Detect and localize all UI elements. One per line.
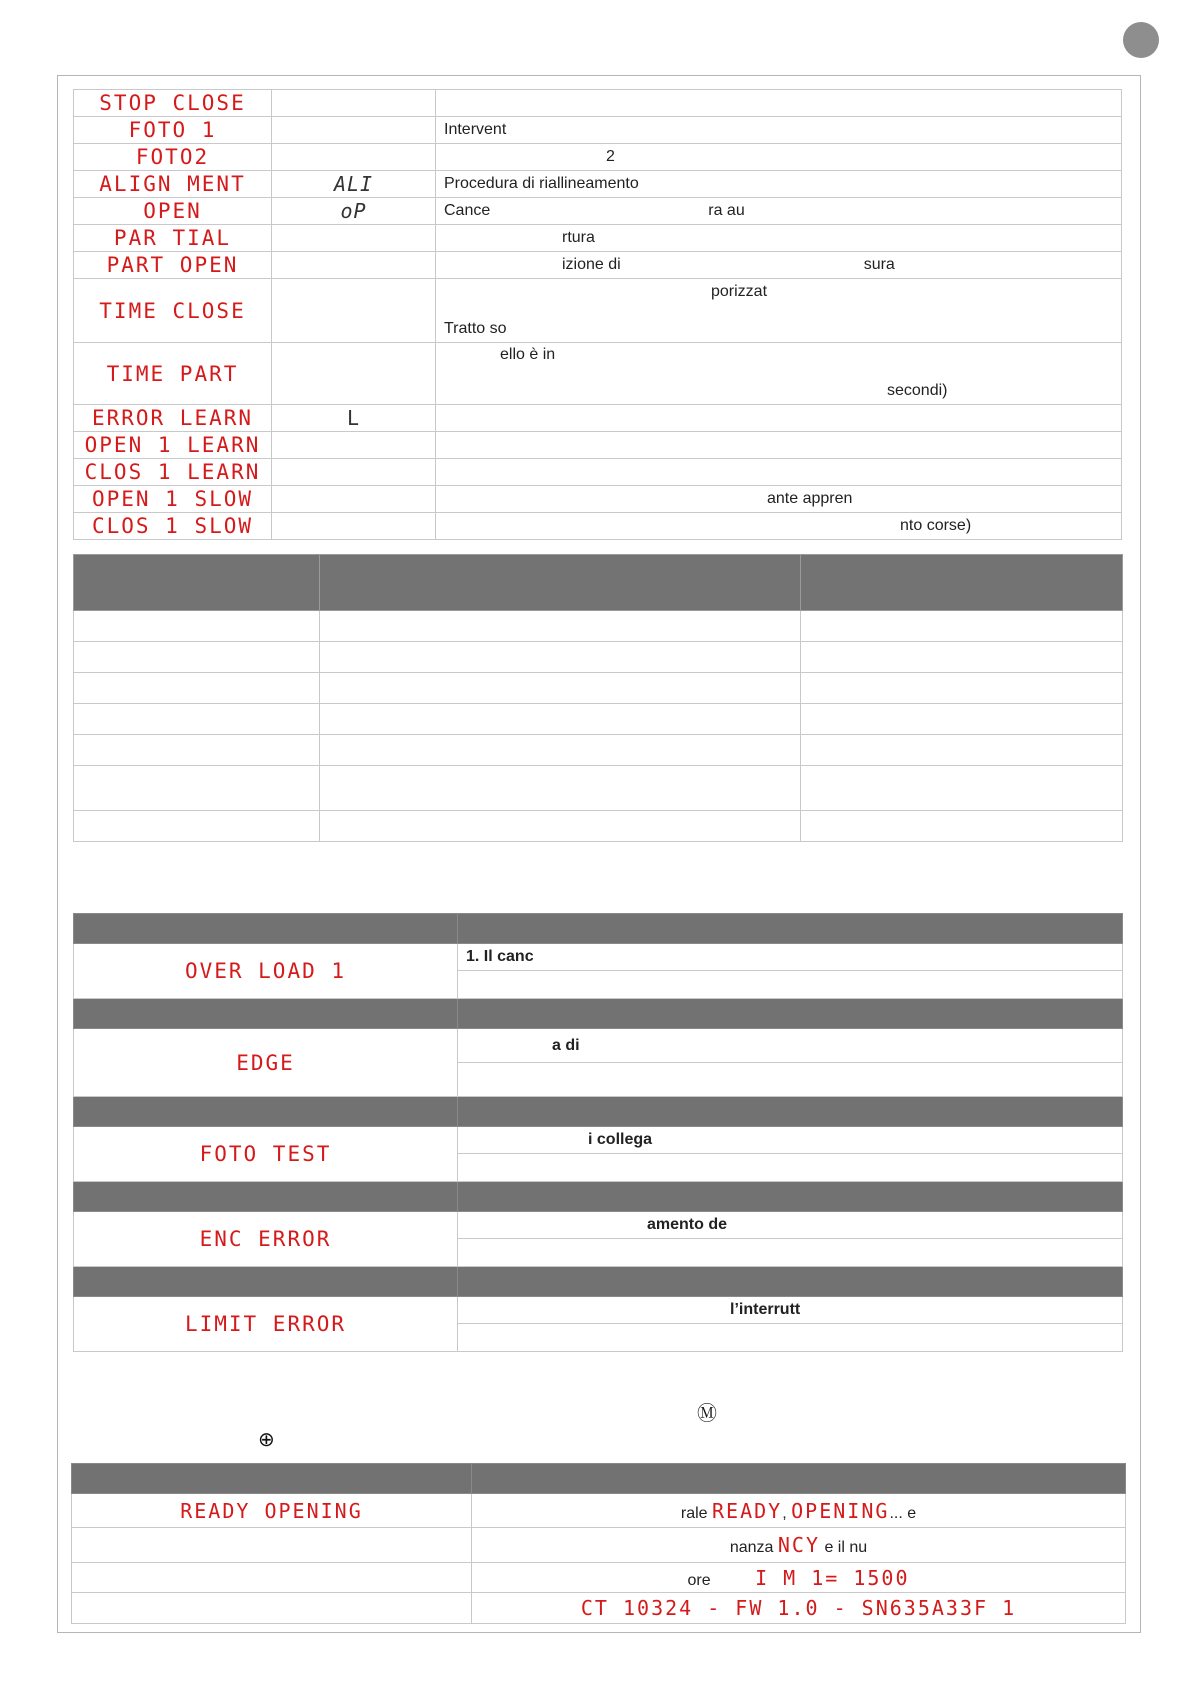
table-row	[74, 1212, 1123, 1239]
table-row	[72, 1593, 1126, 1624]
table-row	[74, 735, 1123, 766]
table-row	[74, 766, 1123, 811]
description-continued: sura	[863, 256, 895, 273]
table-row	[74, 811, 1123, 842]
lcd-message: FOTO 1	[128, 118, 217, 142]
table-row	[74, 279, 1122, 343]
table-row	[74, 225, 1122, 252]
table-row	[74, 673, 1123, 704]
lcd-message: ALIGN MENT	[99, 172, 246, 196]
lcd-error: FOTO TEST	[199, 1142, 332, 1166]
lcd-message: READY OPENING	[180, 1498, 363, 1523]
lcd-message: TIME PART	[106, 361, 239, 386]
error-description: amento de	[647, 1216, 728, 1233]
description: porizzat	[711, 283, 768, 300]
error-description: 1. Il canc	[458, 944, 1123, 971]
table-header-row	[72, 1464, 1126, 1494]
info-text: rale	[680, 1504, 708, 1522]
table-row	[74, 611, 1123, 642]
table-row	[74, 343, 1122, 405]
table-row	[74, 252, 1122, 279]
table-row	[74, 117, 1122, 144]
lcd-error: EDGE	[236, 1050, 295, 1075]
plus-button-icon: ⊕	[258, 1429, 275, 1451]
lcd-message: OPEN 1 SLOW	[91, 487, 254, 511]
error-description: l’interrutt	[730, 1301, 801, 1318]
table-row	[74, 513, 1122, 540]
description: ante appren	[767, 490, 853, 507]
description: izione di	[562, 256, 621, 273]
table-row	[74, 459, 1122, 486]
description	[436, 90, 1122, 117]
table-row	[74, 1127, 1123, 1154]
lcd-message: CLOS 1 LEARN	[84, 460, 261, 484]
table-header-row	[74, 999, 1123, 1029]
lcd-message: OPEN 1 LEARN	[84, 433, 261, 457]
table-row	[74, 90, 1122, 117]
info-text: ... e	[889, 1504, 917, 1522]
table-header-row	[74, 555, 1123, 611]
description	[436, 405, 1122, 432]
info-text: ore	[687, 1571, 711, 1589]
table-header-row	[74, 914, 1123, 944]
lcd-message: READY	[712, 1498, 783, 1523]
description-continued: ra au	[708, 202, 745, 219]
display-code: oP	[340, 199, 367, 223]
display-code: ALI	[333, 172, 374, 196]
lcd-message: OPEN	[143, 199, 202, 223]
table-row	[72, 1494, 1126, 1528]
separator-text: ,	[782, 1504, 787, 1522]
lcd-message: CLOS 1 SLOW	[91, 514, 254, 538]
errors-table	[73, 913, 1123, 1352]
display-code: L	[346, 406, 361, 430]
empty-grid-table	[73, 554, 1123, 842]
table-row	[74, 1297, 1123, 1324]
description-continued: secondi)	[887, 382, 948, 399]
lcd-message: FOTO2	[135, 145, 210, 169]
page-number-badge	[1123, 22, 1159, 58]
description: Intervent	[436, 117, 1122, 144]
lcd-message: CT 10324 - FW 1.0 - SN635A33F 1	[580, 1596, 1017, 1620]
lcd-message: PART OPEN	[106, 253, 239, 277]
display-messages-table	[73, 89, 1122, 540]
lcd-message: ERROR LEARN	[91, 406, 254, 430]
description: 2	[606, 148, 615, 165]
table-row	[72, 1528, 1126, 1563]
description-continued: Tratto so	[444, 320, 507, 337]
table-row	[74, 1029, 1123, 1063]
lcd-message: NCY	[777, 1533, 820, 1557]
info-text: e il nu	[824, 1539, 868, 1556]
table-row	[72, 1563, 1126, 1593]
display-info-table	[71, 1463, 1126, 1624]
description: Cance	[444, 202, 491, 219]
table-header-row	[74, 1182, 1123, 1212]
error-description: a di	[552, 1036, 580, 1054]
description: Procedura di riallineamento	[436, 171, 1122, 198]
lcd-error: ENC ERROR	[199, 1227, 332, 1251]
lcd-message: TIME CLOSE	[99, 298, 246, 323]
description: nto corse)	[900, 517, 972, 534]
lcd-message: STOP CLOSE	[99, 91, 246, 115]
table-row	[74, 944, 1123, 971]
table-row	[74, 405, 1122, 432]
description	[436, 459, 1122, 486]
info-text: nanza	[729, 1539, 774, 1556]
lcd-error: LIMIT ERROR	[184, 1312, 347, 1336]
table-row	[74, 198, 1122, 225]
table-row	[74, 642, 1123, 673]
table-row	[74, 704, 1123, 735]
table-row	[74, 432, 1122, 459]
table-row	[74, 144, 1122, 171]
table-row	[74, 171, 1122, 198]
error-description: i collega	[588, 1131, 653, 1148]
lcd-error: OVER LOAD 1	[184, 959, 347, 983]
description: rtura	[562, 229, 595, 246]
m-button-icon: Ⓜ	[697, 1403, 717, 1425]
lcd-message: I M 1= 1500	[755, 1565, 910, 1590]
description	[436, 432, 1122, 459]
lcd-message: PAR TIAL	[113, 226, 232, 250]
table-row	[74, 486, 1122, 513]
description: ello è in	[500, 346, 556, 363]
table-header-row	[74, 1097, 1123, 1127]
table-header-row	[74, 1267, 1123, 1297]
lcd-message: OPENING	[791, 1498, 890, 1523]
